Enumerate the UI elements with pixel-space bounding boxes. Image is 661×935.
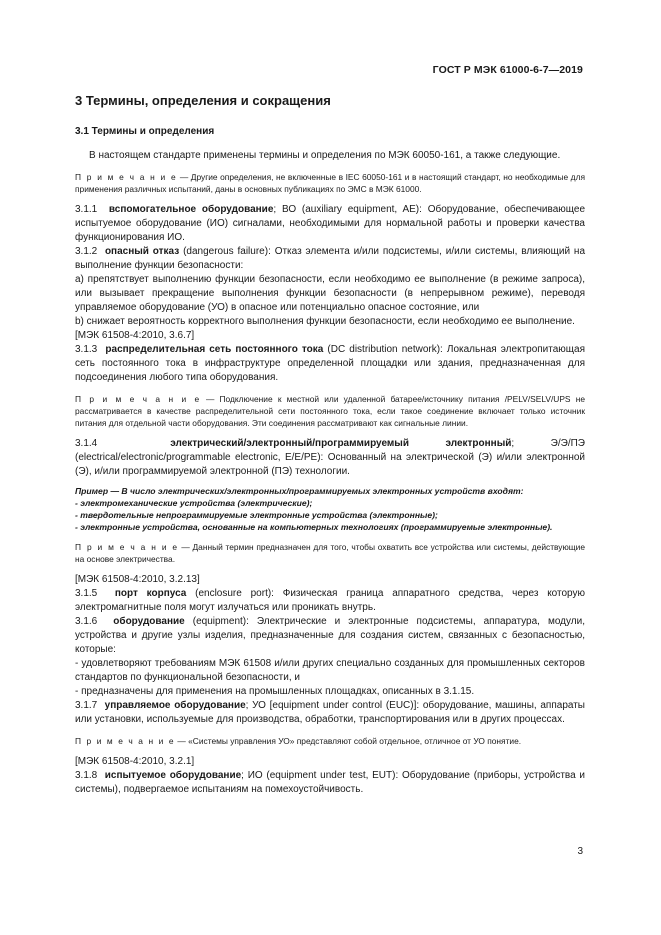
term-3-1-2-item-b: b) снижает вероятность корректного выполнения функции безопасности, если необходимо ее выполнение. [75,316,575,327]
term-3-1-2 [75,245,585,273]
term-definition: (equipment): Электрические и электронные подсистемы, аппаратура, модули, устройства и другие узлы изделия, предназначенные для создания систем, связанных с безопасностью, которые: [75,616,585,655]
term-definition: ; ВО (auxiliary equipment, AE): Оборудование, обеспечивающее испытуемое оборудование (ИО) сигналами, необходимыми для нормальной работы и проверки качества функционирования ИО. [75,204,586,243]
note-label: П р и м е ч а н и е [75,542,179,552]
term-definition: ; УО [equipment under control (EUC)]: оборудование, машины, аппараты или установки, используемые для производства, обработки, транспортирования или в других процессах. [75,700,585,725]
term-definition: (DC distribution network): Локальная электропитающая сеть постоянного тока в инфраструктуре определенной площадки или здания, предназначенная для подсоединения любого типа оборудования. [75,344,585,383]
example-item: - электромеханические устройства (электрические); [75,498,313,508]
example-item: - электронные устройства, основанные на компьютерных технологиях (программируемые электронные). [75,522,553,532]
term-name: управляемое оборудование [104,700,246,711]
term-number: 3.1.8 [75,770,98,781]
example-block [75,485,585,533]
term-name: оборудование [113,616,185,627]
document-body [75,93,585,797]
term-definition: ; Э/Э/ПЭ (electrical/electronic/programmable electronic, E/E/PE): Основанный на электрической (Э) и/или электронной (Э), и/или программируемой электронной (ПЭ) технологии. [75,438,585,477]
term-number: 3.1.7 [75,700,98,711]
note-label: П р и м е ч а н и е [75,394,201,404]
note-text: — «Системы управления УО» представляют собой отдельное, отличное от УО понятие. [175,736,522,746]
term-name: распределительная сеть постоянного тока [105,344,324,355]
term-name: электрический/электронный/программируемый электронный [170,438,512,449]
term-number: 3.1.2 [75,246,98,257]
term-3-1-4-source: [МЭК 61508-4:2010, 3.2.13] [75,574,200,585]
term-3-1-5 [75,587,585,615]
term-number: 3.1.3 [75,344,98,355]
note-text: — Другие определения, не включенные в IEC 60050-161 и в настоящий стандарт, но необходимые для применения различных испытаний, даны в основных публикациях по ЭМС в МЭК 61000. [75,172,585,194]
note-2 [75,393,585,429]
intro-paragraph: В настоящем стандарте применены термины и определения по МЭК 60050-161, а также следующие. [89,150,561,161]
example-intro: Пример — В число электрических/электронных/программируемых электронных устройств входят: [75,486,524,496]
term-3-1-1 [75,203,585,245]
term-3-1-7-source: [МЭК 61508-4:2010, 3.2.1] [75,756,195,767]
page-number: 3 [577,846,583,857]
term-3-1-2-item-a: a) препятствует выполнению функции безопасности, если необходимо ее выполнение (в режиме запроса), или вызывает прекращение выполнения функции безопасности (в непрерывном режиме), переводя управляемое оборудование (УО) в опасное или потенциально опасное состояние, или [75,274,585,313]
term-name: порт корпуса [114,588,187,599]
term-number: 3.1.4 [75,438,98,449]
note-4 [75,735,585,747]
note-label: П р и м е ч а н и е [75,736,176,746]
term-number: 3.1.6 [75,616,98,627]
term-3-1-4 [75,437,585,479]
example-item: - твердотельные непрограммируемые электронные устройства (электронные); [75,510,438,520]
note-3 [75,541,585,565]
term-definition: (enclosure port): Физическая граница аппаратного средства, через которую электромагнитные поля могут излучаться или проникать внутрь. [75,588,585,613]
subsection-title: 3.1 Термины и определения [75,126,215,137]
term-name: опасный отказ [104,246,180,257]
note-1 [75,171,585,195]
term-number: 3.1.5 [75,588,98,599]
term-3-1-8 [75,769,585,797]
term-definition: ; ИО (equipment under test, EUT): Оборудование (приборы, устройства и системы), подвергаемое испытаниям на помехоустойчивость. [75,770,585,795]
note-text: — Данный термин предназначен для того, чтобы охватить все устройства или системы, действующие на основе электричества. [75,542,585,564]
term-3-1-6 [75,615,585,657]
term-3-1-2-source: [МЭК 61508-4:2010, 3.6.7] [75,330,195,341]
term-3-1-6-item-b: - предназначены для применения на промышленных площадках, описанных в 3.1.15. [75,686,475,697]
note-label: П р и м е ч а н и е [75,172,178,182]
term-3-1-7 [75,699,585,727]
term-3-1-6-item-a: - удовлетворяют требованиям МЭК 61508 и/или других специально созданных для промышленных секторов стандартов по функциональной безопасности, и [75,658,585,683]
term-name: испытуемое оборудование [104,770,242,781]
document-header: ГОСТ Р МЭК 61000-6-7—2019 [432,64,583,76]
section-title: 3 Термины, определения и сокращения [75,93,331,108]
term-definition: (dangerous failure): Отказ элемента и/или подсистемы, и/или системы, влияющий на выполнение функции безопасности: [75,246,586,271]
term-3-1-3 [75,343,585,385]
term-name: вспомогательное оборудование [108,204,274,215]
term-number: 3.1.1 [75,204,98,215]
note-text: — Подключение к местной или удаленной батарее/источнику питания /PELV/SELV/UPS не рассматривается в качестве распределительной сети постоянного тока, если такое соединение включает только источник питания для отдельной части оборудования. Эти соединения рассматривают как сигнальные линии. [75,394,585,428]
